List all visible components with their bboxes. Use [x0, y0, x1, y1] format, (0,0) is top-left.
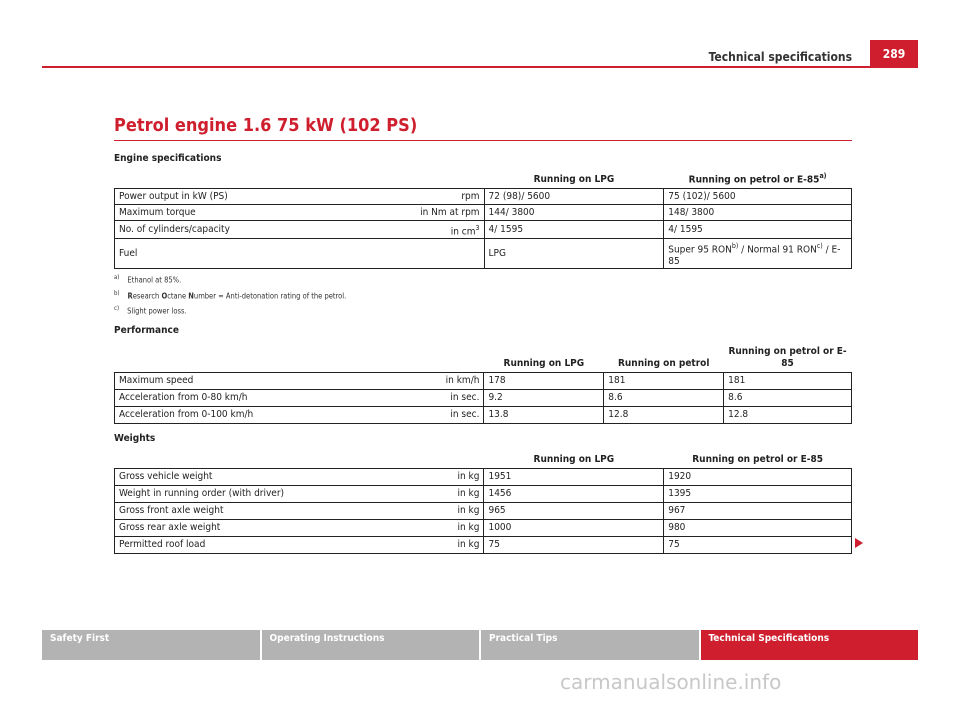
performance-table — [114, 344, 852, 424]
cell-petrol: 8.6 — [604, 389, 724, 406]
table-header-row — [115, 451, 852, 468]
footnote-bold-n: N — [188, 291, 194, 301]
cell-petrol: 75 — [664, 536, 852, 553]
footnote-ref-a: a) — [819, 172, 827, 180]
row-unit: in kg — [364, 502, 484, 519]
table-row — [115, 468, 852, 485]
row-label: Fuel — [115, 239, 365, 269]
table-row — [115, 205, 852, 221]
row-unit: in kg — [364, 468, 484, 485]
table-row — [115, 372, 852, 389]
footnote-b — [114, 290, 346, 301]
cell-e85: 8.6 — [724, 389, 852, 406]
cell-petrol — [664, 239, 852, 269]
footnote-bold-r: R — [127, 291, 133, 301]
row-unit: in sec. — [364, 389, 484, 406]
row-label: Gross rear axle weight — [115, 519, 365, 536]
cell-lpg: 75 — [484, 536, 664, 553]
table-row — [115, 502, 852, 519]
footnote-a — [114, 274, 181, 285]
col-head-lpg: Running on LPG — [484, 451, 664, 468]
cell-e85: 181 — [724, 372, 852, 389]
tab-technical-specifications[interactable]: Technical Specifications — [699, 630, 919, 660]
cell-e85: 12.8 — [724, 406, 852, 423]
chapter-tabs — [42, 630, 918, 660]
row-unit: in kg — [364, 519, 484, 536]
row-label: Acceleration from 0-80 km/h — [115, 389, 365, 406]
tab-operating-instructions[interactable]: Operating Instructions — [260, 630, 480, 660]
table-row — [115, 389, 852, 406]
weights-table — [114, 451, 852, 554]
cell-lpg: 965 — [484, 502, 664, 519]
footnote-text-2: ctane — [167, 291, 189, 301]
header-rule — [42, 66, 872, 68]
cell-lpg: 144/ 3800 — [484, 205, 664, 221]
table-row — [115, 519, 852, 536]
fuel-text-b: / Normal 91 RON — [738, 243, 817, 255]
row-unit: in sec. — [364, 406, 484, 423]
table-row — [115, 536, 852, 553]
cell-petrol: 148/ 3800 — [664, 205, 852, 221]
col-head-petrol: Running on petrol or E-85 — [664, 451, 852, 468]
row-label: Gross front axle weight — [115, 502, 365, 519]
tab-safety-first[interactable]: Safety First — [42, 630, 260, 660]
table-header-row — [115, 170, 852, 189]
fuel-text-c: / E-85 — [668, 243, 841, 267]
row-unit: in km/h — [364, 372, 484, 389]
table-row — [115, 485, 852, 502]
title-rule — [114, 140, 852, 141]
col-head-petrol-text: Running on petrol or E-85 — [688, 174, 820, 186]
cell-lpg: LPG — [484, 239, 664, 269]
footnote-text-1: esearch — [132, 291, 162, 301]
row-unit: in kg — [364, 485, 484, 502]
table-header-row — [115, 344, 852, 372]
header-blank — [115, 451, 484, 468]
cell-petrol: 12.8 — [604, 406, 724, 423]
header-blank — [115, 170, 485, 189]
col-head-e85: Running on petrol or E-85 — [724, 344, 852, 372]
cell-petrol: 980 — [664, 519, 852, 536]
footnote-mark: b) — [114, 290, 120, 297]
cell-lpg: 1951 — [484, 468, 664, 485]
table-row — [115, 239, 852, 269]
row-label: Power output in kW (PS) — [115, 189, 365, 205]
row-unit — [364, 239, 484, 269]
footnote-mark: c) — [114, 305, 120, 312]
table-row — [115, 189, 852, 205]
cell-petrol: 1395 — [664, 485, 852, 502]
tab-practical-tips[interactable]: Practical Tips — [479, 630, 699, 660]
cell-petrol: 4/ 1595 — [664, 221, 852, 239]
unit-superscript: 3 — [475, 223, 480, 232]
cell-petrol: 75 (102)/ 5600 — [664, 189, 852, 205]
continue-arrow-icon[interactable] — [855, 538, 863, 548]
cell-lpg: 1456 — [484, 485, 664, 502]
cell-lpg: 178 — [484, 372, 604, 389]
running-header-title: Technical specifications — [708, 50, 852, 64]
cell-lpg: 9.2 — [484, 389, 604, 406]
footnote-text: Slight power loss. — [127, 306, 187, 316]
footnote-mark: a) — [114, 274, 120, 281]
row-label: Permitted roof load — [115, 536, 365, 553]
cell-lpg: 13.8 — [484, 406, 604, 423]
page-title: Petrol engine 1.6 75 kW (102 PS) — [114, 115, 418, 136]
footnote-text: Ethanol at 85%. — [127, 275, 182, 285]
footnote-c — [114, 305, 187, 316]
row-unit: rpm — [364, 189, 484, 205]
engine-spec-table — [114, 170, 852, 269]
header-blank — [115, 344, 484, 372]
performance-section-heading: Performance — [114, 325, 179, 336]
row-label: Acceleration from 0-100 km/h — [115, 406, 365, 423]
unit-text: in cm — [450, 225, 476, 237]
row-label: Maximum speed — [115, 372, 365, 389]
engine-section-heading: Engine specifications — [114, 153, 222, 164]
row-unit — [364, 221, 484, 239]
footnote-ref-b: b) — [731, 241, 739, 250]
row-label: Weight in running order (with driver) — [115, 485, 365, 502]
col-head-lpg: Running on LPG — [484, 170, 664, 189]
cell-petrol: 1920 — [664, 468, 852, 485]
col-head-lpg: Running on LPG — [484, 344, 604, 372]
row-label: Gross vehicle weight — [115, 468, 365, 485]
fuel-text-a: Super 95 RON — [668, 243, 732, 255]
weights-section-heading: Weights — [114, 433, 156, 444]
col-head-petrol: Running on petrol — [604, 344, 724, 372]
col-head-petrol — [664, 170, 852, 189]
row-label: Maximum torque — [115, 205, 365, 221]
cell-lpg: 72 (98)/ 5600 — [484, 189, 664, 205]
table-row — [115, 406, 852, 423]
page-number: 289 — [870, 40, 918, 68]
cell-petrol: 181 — [604, 372, 724, 389]
cell-lpg: 4/ 1595 — [484, 221, 664, 239]
table-row — [115, 221, 852, 239]
footnote-bold-o: O — [161, 291, 168, 301]
row-unit: in Nm at rpm — [364, 205, 484, 221]
cell-petrol: 967 — [664, 502, 852, 519]
cell-lpg: 1000 — [484, 519, 664, 536]
row-unit: in kg — [364, 536, 484, 553]
watermark: carmanualsonline.info — [560, 670, 782, 694]
row-label: No. of cylinders/capacity — [115, 221, 365, 239]
footnote-text-3: umber = Anti-detonation rating of the petrol. — [193, 291, 347, 301]
footnote-ref-c: c) — [816, 241, 823, 250]
